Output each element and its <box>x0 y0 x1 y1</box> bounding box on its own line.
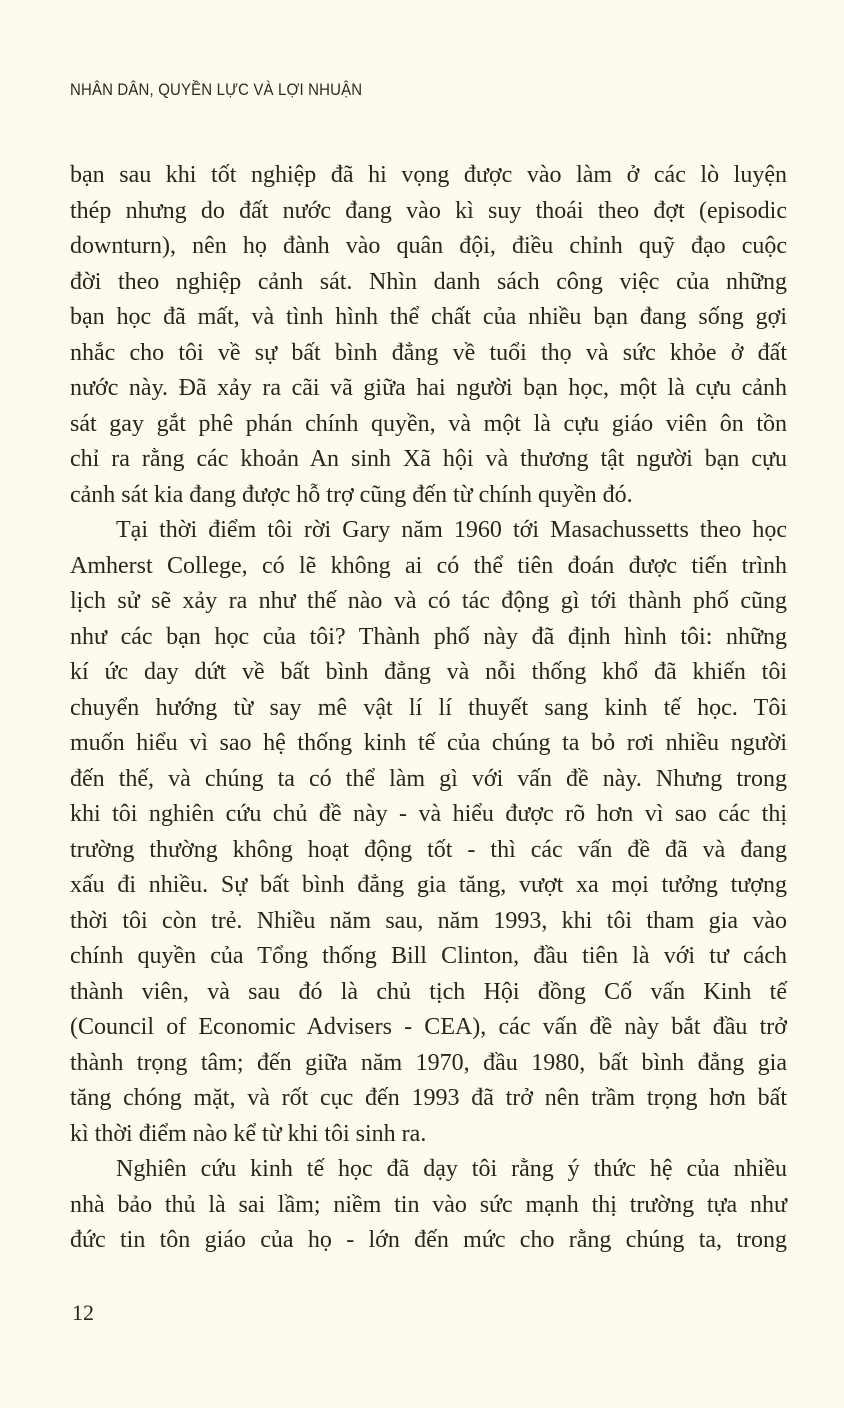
text-line: Amherst College, có lẽ không ai có thể tiên đoán được tiến trình <box>70 552 787 579</box>
paragraph <box>70 1152 787 1259</box>
text-line: đức tin tôn giáo của họ - lớn đến mức cho rằng chúng ta, trong <box>70 1227 787 1253</box>
text-line: kì thời điểm nào kể từ khi tôi sinh ra. <box>70 1120 427 1147</box>
text-line: nước này. Đã xảy ra cãi vã giữa hai người bạn học, một là cựu cảnh <box>70 375 787 401</box>
text-line: xấu đi nhiều. Sự bất bình đẳng gia tăng, vượt xa mọi tưởng tượng <box>70 872 787 898</box>
text-line: chỉ ra rằng các khoản An sinh Xã hội và thương tật người bạn cựu <box>70 446 787 472</box>
text-line: (Council of Economic Advisers - CEA), các vấn đề này bắt đầu trở <box>70 1014 787 1040</box>
paragraph <box>70 513 787 1152</box>
text-line: muốn hiểu vì sao hệ thống kinh tế của chúng ta bỏ rơi nhiều người <box>70 730 787 756</box>
text-line: như các bạn học của tôi? Thành phố này đã định hình tôi: những <box>70 623 787 650</box>
text-line: nhà bảo thủ là sai lầm; niềm tin vào sức mạnh thị trường tựa như <box>70 1191 787 1218</box>
page-number: 12 <box>72 1300 94 1325</box>
text-line: downturn), nên họ đành vào quân đội, điều chỉnh quỹ đạo cuộc <box>70 233 787 259</box>
text-line: kí ức day dứt về bất bình đẳng và nỗi thống khổ đã khiến tôi <box>70 659 787 685</box>
running-header: NHÂN DÂN, QUYỀN LỰC VÀ LỢI NHUẬN <box>70 80 363 99</box>
text-line: Tại thời điểm tôi rời Gary năm 1960 tới Masachussetts theo học <box>116 517 787 543</box>
text-line: thành trọng tâm; đến giữa năm 1970, đầu 1980, bất bình đẳng gia <box>70 1049 787 1076</box>
text-line: sát gay gắt phê phán chính quyền, và một là cựu giáo viên ôn tồn <box>70 410 787 437</box>
text-line: trường thường không hoạt động tốt - thì các vấn đề đã và đang <box>70 836 787 863</box>
text-line: chuyển hướng từ say mê vật lí lí thuyết sang kinh tế học. Tôi <box>70 694 787 721</box>
paragraph <box>70 158 787 513</box>
text-line: chính quyền của Tổng thống Bill Clinton, đầu tiên là với tư cách <box>70 943 787 969</box>
text-line: tăng chóng mặt, và rốt cục đến 1993 đã trở nên trầm trọng hơn bất <box>70 1085 787 1111</box>
body-text <box>70 158 787 1259</box>
text-line: thép nhưng do đất nước đang vào kì suy thoái theo đợt (episodic <box>70 197 787 224</box>
text-line: cảnh sát kia đang được hỗ trợ cũng đến từ chính quyền đó. <box>70 481 633 508</box>
text-line: nhắc cho tôi về sự bất bình đẳng về tuổi thọ và sức khỏe ở đất <box>70 339 787 366</box>
text-line: khi tôi nghiên cứu chủ đề này - và hiểu được rõ hơn vì sao các thị <box>70 801 787 827</box>
text-line: đời theo nghiệp cảnh sát. Nhìn danh sách công việc của những <box>70 268 787 295</box>
text-line: thời tôi còn trẻ. Nhiều năm sau, năm 1993, khi tôi tham gia vào <box>70 907 787 934</box>
text-line: đến thế, và chúng ta có thể làm gì với vấn đề này. Nhưng trong <box>70 765 787 792</box>
text-line: thành viên, và sau đó là chủ tịch Hội đồng Cố vấn Kinh tế <box>70 978 787 1005</box>
text-line: Nghiên cứu kinh tế học đã dạy tôi rằng ý thức hệ của nhiều <box>116 1156 787 1182</box>
text-line: bạn sau khi tốt nghiệp đã hi vọng được vào làm ở các lò luyện <box>70 162 787 188</box>
text-line: lịch sử sẽ xảy ra như thế nào và có tác động gì tới thành phố cũng <box>70 588 787 614</box>
text-line: bạn học đã mất, và tình hình thể chất của nhiều bạn đang sống gợi <box>70 304 787 330</box>
